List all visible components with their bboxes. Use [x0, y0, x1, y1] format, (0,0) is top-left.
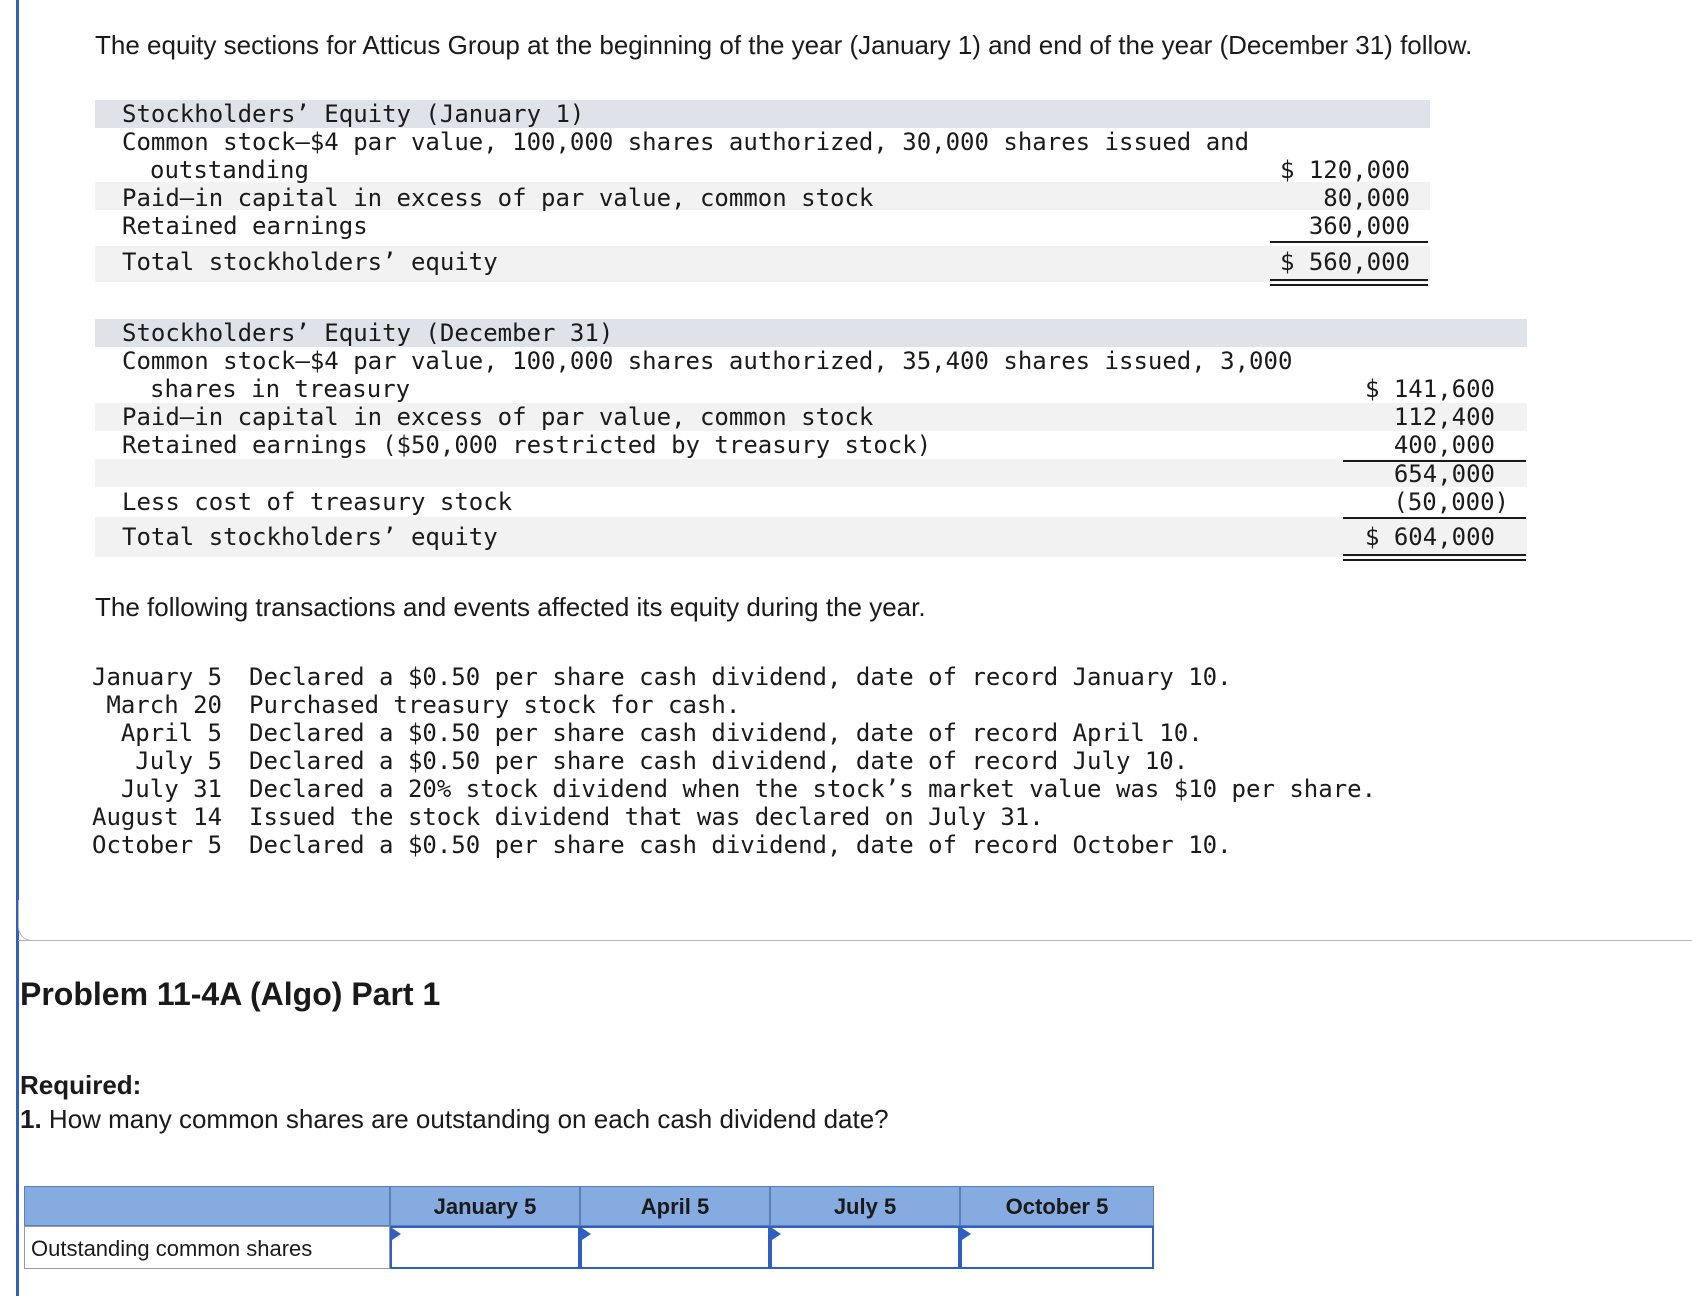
- grid-header-october-5: October 5: [960, 1186, 1154, 1226]
- input-cell-october-5: [960, 1226, 1154, 1269]
- required-label: Required:: [20, 1070, 142, 1100]
- shaded-row: [95, 459, 1527, 487]
- april-5-shares-input[interactable]: [582, 1228, 768, 1267]
- january-5-shares-input[interactable]: [392, 1228, 578, 1267]
- common-stock-amount: $ 120,000: [1279, 156, 1410, 184]
- total-label: Total stockholders’ equity: [122, 248, 498, 276]
- grid-header-july-5: July 5: [770, 1186, 960, 1226]
- treasury-stock-amount: (50,000): [1393, 488, 1509, 516]
- total-amount: $ 560,000: [1279, 248, 1410, 276]
- transaction-date: October 5: [92, 831, 223, 859]
- total-amount: $ 604,000: [1364, 523, 1495, 551]
- input-cell-july-5: [770, 1226, 960, 1269]
- intro-text: The equity sections for Atticus Group at the beginning of the year (January 1) and end of the year (December 31) follow.: [95, 30, 1473, 60]
- subtotal-amount: 654,000: [1393, 460, 1495, 488]
- panel-divider: [18, 940, 1692, 941]
- common-stock-label: Common stock–$4 par value, 100,000 shares authorized, 35,400 shares issued, 3,000: [122, 347, 1293, 375]
- retained-earnings-amount: 360,000: [1308, 212, 1410, 240]
- panel-border-corner: [18, 900, 59, 941]
- double-underline: [1270, 279, 1428, 286]
- left-accent-bar: [16, 0, 19, 1296]
- october-5-shares-input[interactable]: [962, 1228, 1152, 1267]
- common-stock-label-cont: shares in treasury: [150, 375, 411, 403]
- july-5-shares-input[interactable]: [772, 1228, 958, 1267]
- transaction-description: Declared a $0.50 per share cash dividend, date of record April 10.: [249, 719, 1203, 747]
- underline: [1270, 241, 1428, 243]
- total-label: Total stockholders’ equity: [122, 523, 498, 551]
- common-stock-amount: $ 141,600: [1364, 375, 1495, 403]
- transactions-intro: The following transactions and events affected its equity during the year.: [95, 592, 926, 622]
- problem-title: Problem 11-4A (Algo) Part 1: [20, 976, 441, 1012]
- question-number: 1.: [20, 1104, 42, 1134]
- transaction-date: August 14: [92, 803, 223, 831]
- question: [20, 1104, 889, 1135]
- transaction-description: Declared a 20% stock dividend when the stock’s market value was $10 per share.: [249, 775, 1377, 803]
- cell-marker-icon: [392, 1228, 401, 1240]
- cell-marker-icon: [772, 1228, 781, 1240]
- apic-label: Paid–in capital in excess of par value, common stock: [122, 403, 874, 431]
- transaction-description: Declared a $0.50 per share cash dividend, date of record October 10.: [249, 831, 1232, 859]
- apic-label: Paid–in capital in excess of par value, common stock: [122, 184, 874, 212]
- input-cell-april-5: [580, 1226, 770, 1269]
- double-underline: [1343, 554, 1526, 561]
- apic-amount: 80,000: [1323, 184, 1410, 212]
- table-heading: Stockholders’ Equity (December 31): [122, 319, 614, 347]
- grid-header-january-5: January 5: [390, 1186, 580, 1226]
- common-stock-label-cont: outstanding: [150, 156, 309, 184]
- transaction-description: Declared a $0.50 per share cash dividend, date of record July 10.: [249, 747, 1189, 775]
- transaction-date: April 5: [120, 719, 222, 747]
- grid-header-april-5: April 5: [580, 1186, 770, 1226]
- retained-earnings-label: Retained earnings: [122, 212, 368, 240]
- underline: [1343, 517, 1526, 519]
- transaction-description: Declared a $0.50 per share cash dividend, date of record January 10.: [249, 663, 1232, 691]
- transaction-date: July 5: [135, 747, 222, 775]
- table-heading: Stockholders’ Equity (January 1): [122, 100, 585, 128]
- grid-header-blank: [24, 1186, 390, 1226]
- input-cell-january-5: [390, 1226, 580, 1269]
- transaction-date: January 5: [92, 663, 223, 691]
- cell-marker-icon: [962, 1228, 971, 1240]
- treasury-stock-label: Less cost of treasury stock: [122, 488, 513, 516]
- transaction-date: July 31: [120, 775, 222, 803]
- common-stock-label: Common stock–$4 par value, 100,000 shares authorized, 30,000 shares issued and: [122, 128, 1250, 156]
- answer-grid: [24, 1186, 1154, 1269]
- transaction-description: Issued the stock dividend that was declared on July 31.: [249, 803, 1044, 831]
- row-label-outstanding-shares: Outstanding common shares: [24, 1226, 390, 1269]
- retained-earnings-amount: 400,000: [1393, 431, 1495, 459]
- cell-marker-icon: [582, 1228, 591, 1240]
- question-text: How many common shares are outstanding on each cash dividend date?: [41, 1104, 889, 1134]
- apic-amount: 112,400: [1393, 403, 1495, 431]
- transaction-description: Purchased treasury stock for cash.: [249, 691, 741, 719]
- retained-earnings-label: Retained earnings ($50,000 restricted by treasury stock): [122, 431, 932, 459]
- transaction-date: March 20: [106, 691, 222, 719]
